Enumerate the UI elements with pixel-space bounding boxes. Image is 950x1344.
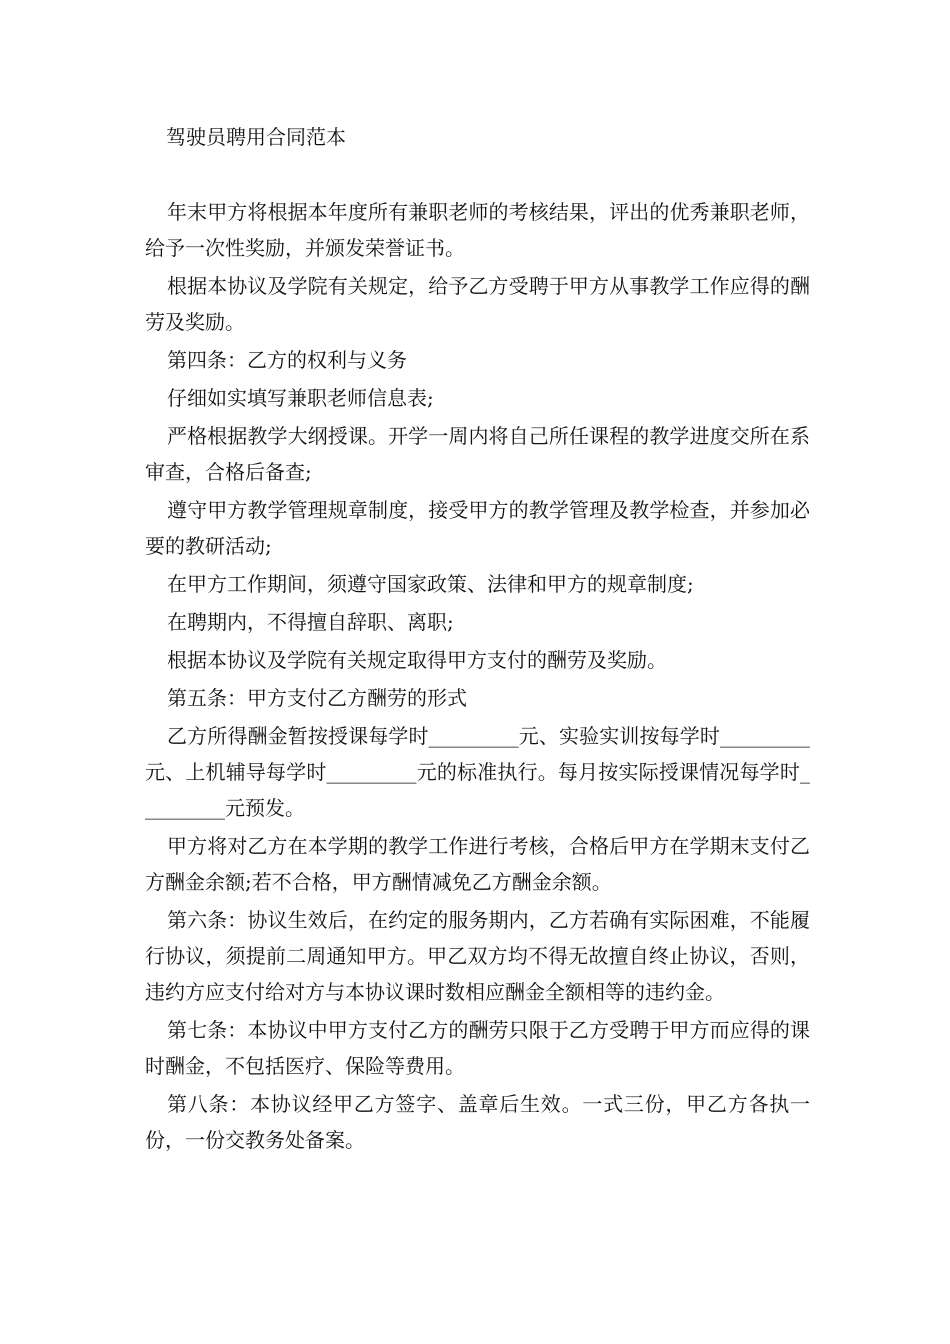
document-body [145,194,810,1160]
paragraph-no-resign: 在聘期内，不得擅自辞职、离职; [167,610,454,634]
paragraph-obey-law: 在甲方工作期间，须遵守国家政策、法律和甲方的规章制度; [167,572,694,596]
paragraph-assessment-payment: 甲方将对乙方在本学期的教学工作进行考核，合格后甲方在学期末支付乙方酬金余额;若不合格，甲方酬情减免乙方酬金余额。 [145,834,810,894]
paragraph-annual-reward: 年末甲方将根据本年度所有兼职老师的考核结果，评出的优秀兼职老师，给予一次性奖励，并颁发荣誉证书。 [145,200,810,260]
article-6-paragraph: 第六条：协议生效后，在约定的服务期内，乙方若确有实际困难，不能履行协议，须提前二周通知甲方。甲乙双方均不得无故擅自终止协议，否则，违约方应支付给对方与本协议课时数相应酬金全额相等的违约金。 [145,908,810,1004]
paragraph-remuneration-basis: 根据本协议及学院有关规定，给予乙方受聘于甲方从事教学工作应得的酬劳及奖励。 [145,274,810,334]
article-8-paragraph: 第八条：本协议经甲乙方签字、盖章后生效。一式三份，甲乙方各执一份，一份交教务处备案。 [145,1092,810,1152]
article-4-heading: 第四条：乙方的权利与义务 [167,348,407,372]
paragraph-payment-rates: 乙方所得酬金暂按授课每学时_________元、实验实训按每学时_________元、上机辅导每学时_________元的标准执行。每月按实际授课情况每学时_________元预发。 [145,724,810,820]
paragraph-obey-rules: 遵守甲方教学管理规章制度，接受甲方的教学管理及教学检查，并参加必要的教研活动; [145,498,810,558]
paragraph-receive-remuneration: 根据本协议及学院有关规定取得甲方支付的酬劳及奖励。 [167,648,667,672]
paragraph-syllabus-teaching: 严格根据教学大纲授课。开学一周内将自己所任课程的教学进度交所在系审查，合格后备查; [145,424,810,484]
document-title: 驾驶员聘用合同范本 [166,125,346,149]
article-7-paragraph: 第七条：本协议中甲方支付乙方的酬劳只限于乙方受聘于甲方而应得的课时酬金，不包括医疗、保险等费用。 [145,1018,810,1078]
paragraph-fill-info-form: 仔细如实填写兼职老师信息表; [167,386,434,410]
article-5-heading: 第五条：甲方支付乙方酬劳的形式 [167,686,467,710]
